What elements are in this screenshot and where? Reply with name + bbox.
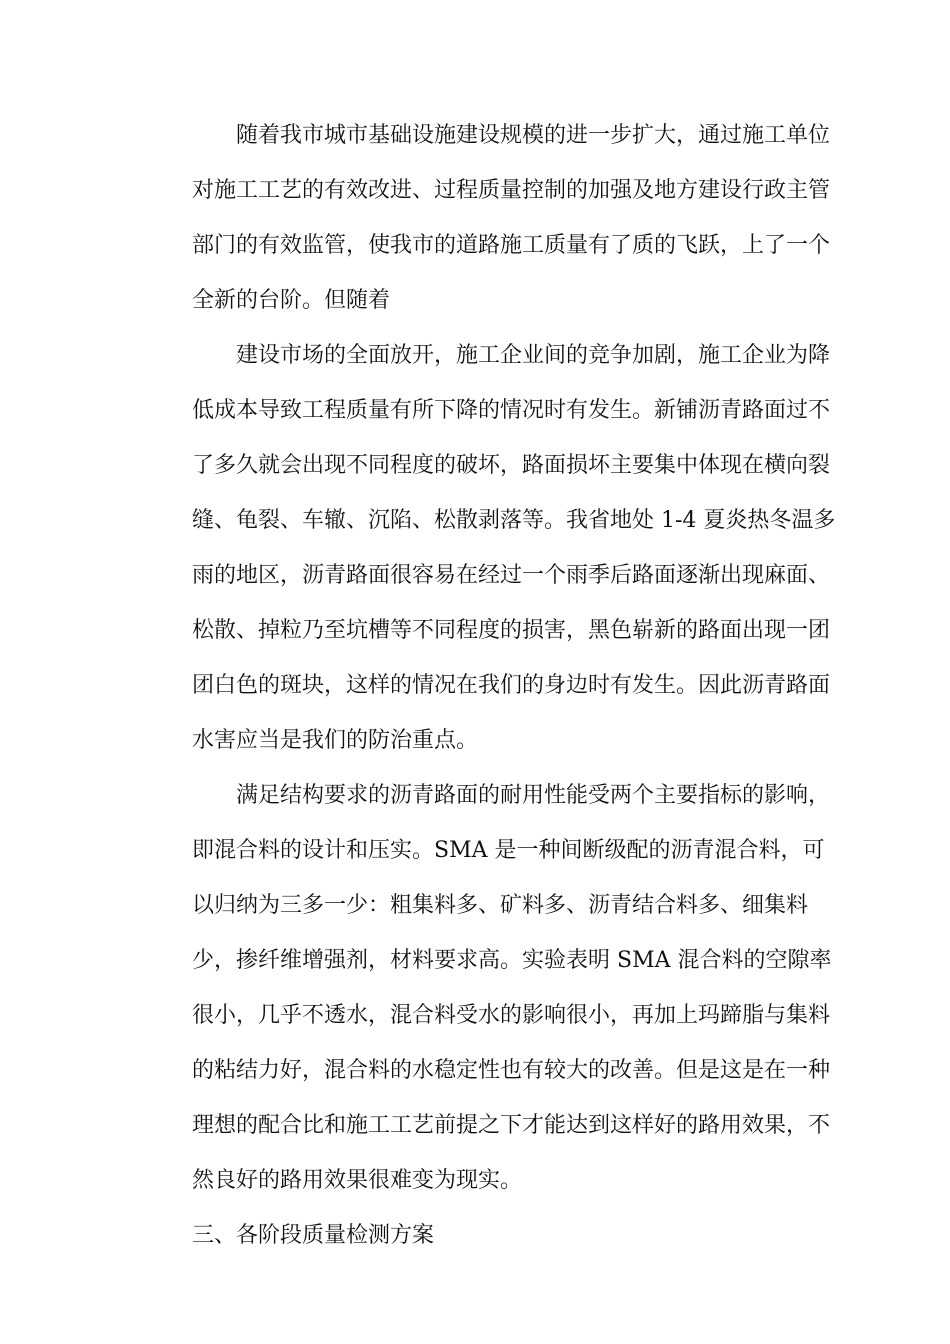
paragraph-line: 少，掺纤维增强剂，材料要求高。实验表明 SMA 混合料的空隙率 — [192, 948, 832, 973]
paragraph-3 — [148, 768, 832, 1208]
document-body — [148, 108, 836, 1263]
paragraph-line: 建设市场的全面放开，施工企业间的竞争加剧，施工企业为降 — [236, 343, 831, 368]
paragraph-line: 很小，几乎不透水，混合料受水的影响很小，再加上玛蹄脂与集料 — [192, 1003, 831, 1028]
paragraph-line: 以归纳为三多一少：粗集料多、矿料多、沥青结合料多、细集料 — [192, 893, 809, 918]
paragraph-line: 了多久就会出现不同程度的破坏，路面损坏主要集中体现在横向裂 — [192, 453, 831, 478]
paragraph-line: 缝、龟裂、车辙、沉陷、松散剥落等。我省地处 1-4 夏炎热冬温多 — [192, 508, 836, 533]
paragraph-line: 的粘结力好，混合料的水稳定性也有较大的改善。但是这是在一种 — [192, 1058, 831, 1083]
paragraph-line: 然良好的路用效果很难变为现实。 — [192, 1168, 523, 1193]
paragraph-line: 团白色的斑块，这样的情况在我们的身边时有发生。因此沥青路面 — [192, 673, 831, 698]
paragraph-line: 满足结构要求的沥青路面的耐用性能受两个主要指标的影响， — [236, 783, 831, 808]
paragraph-line: 低成本导致工程质量有所下降的情况时有发生。新铺沥青路面过不 — [192, 398, 831, 423]
paragraph-line: 雨的地区，沥青路面很容易在经过一个雨季后路面逐渐出现麻面、 — [192, 563, 831, 588]
paragraph-line: 随着我市城市基础设施建设规模的进一步扩大，通过施工单位 — [236, 123, 831, 148]
section-heading: 三、各阶段质量检测方案 — [192, 1223, 435, 1248]
paragraph-line: 全新的台阶。但随着 — [192, 288, 391, 313]
paragraph-line: 水害应当是我们的防治重点。 — [192, 728, 479, 753]
paragraph-line: 对施工工艺的有效改进、过程质量控制的加强及地方建设行政主管 — [192, 178, 831, 203]
paragraph-2 — [148, 328, 836, 768]
paragraph-1 — [148, 108, 831, 328]
paragraph-line: 部门的有效监管，使我市的道路施工质量有了质的飞跃，上了一个 — [192, 233, 831, 258]
paragraph-line: 松散、掉粒乃至坑槽等不同程度的损害，黑色崭新的路面出现一团 — [192, 618, 831, 643]
paragraph-line: 理想的配合比和施工工艺前提之下才能达到这样好的路用效果，不 — [192, 1113, 831, 1138]
paragraph-line: 即混合料的设计和压实。SMA 是一种间断级配的沥青混合料，可 — [192, 838, 825, 863]
